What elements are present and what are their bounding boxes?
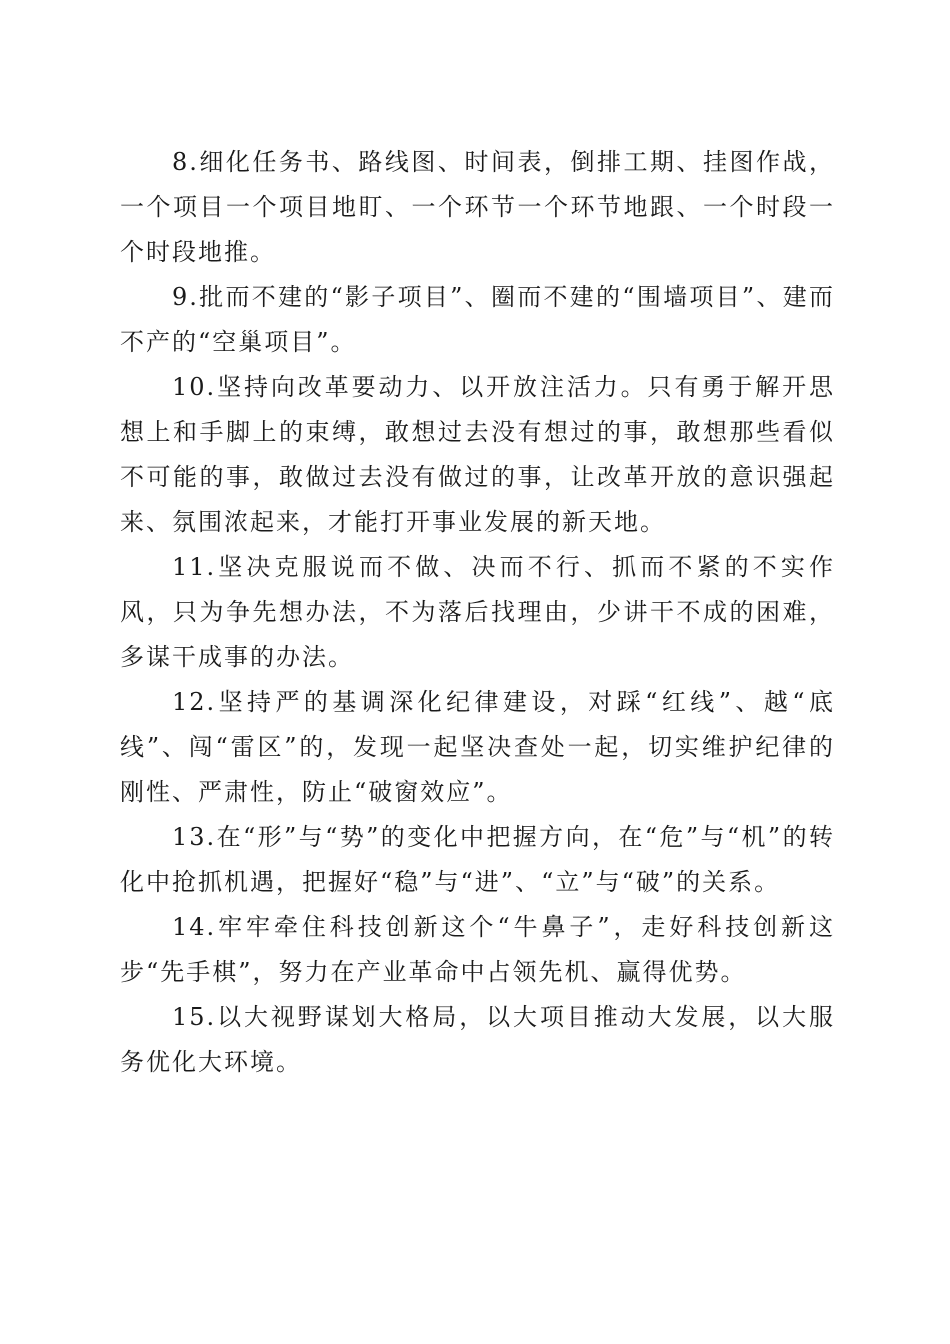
paragraph-item-13: 13.在“形”与“势”的变化中把握方向，在“危”与“机”的转化中抢抓机遇，把握好“稳”与“进”、“立”与“破”的关系。 bbox=[120, 823, 835, 896]
paragraph-item-14: 14.牢牢牵住科技创新这个“牛鼻子”，走好科技创新这步“先手棋”，努力在产业革命中占领先机、赢得优势。 bbox=[120, 913, 835, 986]
document-body bbox=[120, 140, 835, 1085]
paragraph-item-8: 8.细化任务书、路线图、时间表，倒排工期、挂图作战，一个项目一个项目地盯、一个环节一个环节地跟、一个时段一个时段地推。 bbox=[120, 148, 835, 266]
paragraph-item-11: 11.坚决克服说而不做、决而不行、抓而不紧的不实作风，只为争先想办法，不为落后找理由，少讲干不成的困难，多谋干成事的办法。 bbox=[120, 553, 835, 671]
paragraph-item-9: 9.批而不建的“影子项目”、圈而不建的“围墙项目”、建而不产的“空巢项目”。 bbox=[120, 283, 835, 356]
paragraph-item-10: 10.坚持向改革要动力、以开放注活力。只有勇于解开思想上和手脚上的束缚，敢想过去没有想过的事，敢想那些看似不可能的事，敢做过去没有做过的事，让改革开放的意识强起来、氛围浓起来，才能打开事业发展的新天地。 bbox=[120, 373, 835, 536]
paragraph-item-12: 12.坚持严的基调深化纪律建设，对踩“红线”、越“底线”、闯“雷区”的，发现一起坚决查处一起，切实维护纪律的刚性、严肃性，防止“破窗效应”。 bbox=[120, 688, 835, 806]
paragraph-item-15: 15.以大视野谋划大格局，以大项目推动大发展，以大服务优化大环境。 bbox=[120, 1003, 835, 1076]
